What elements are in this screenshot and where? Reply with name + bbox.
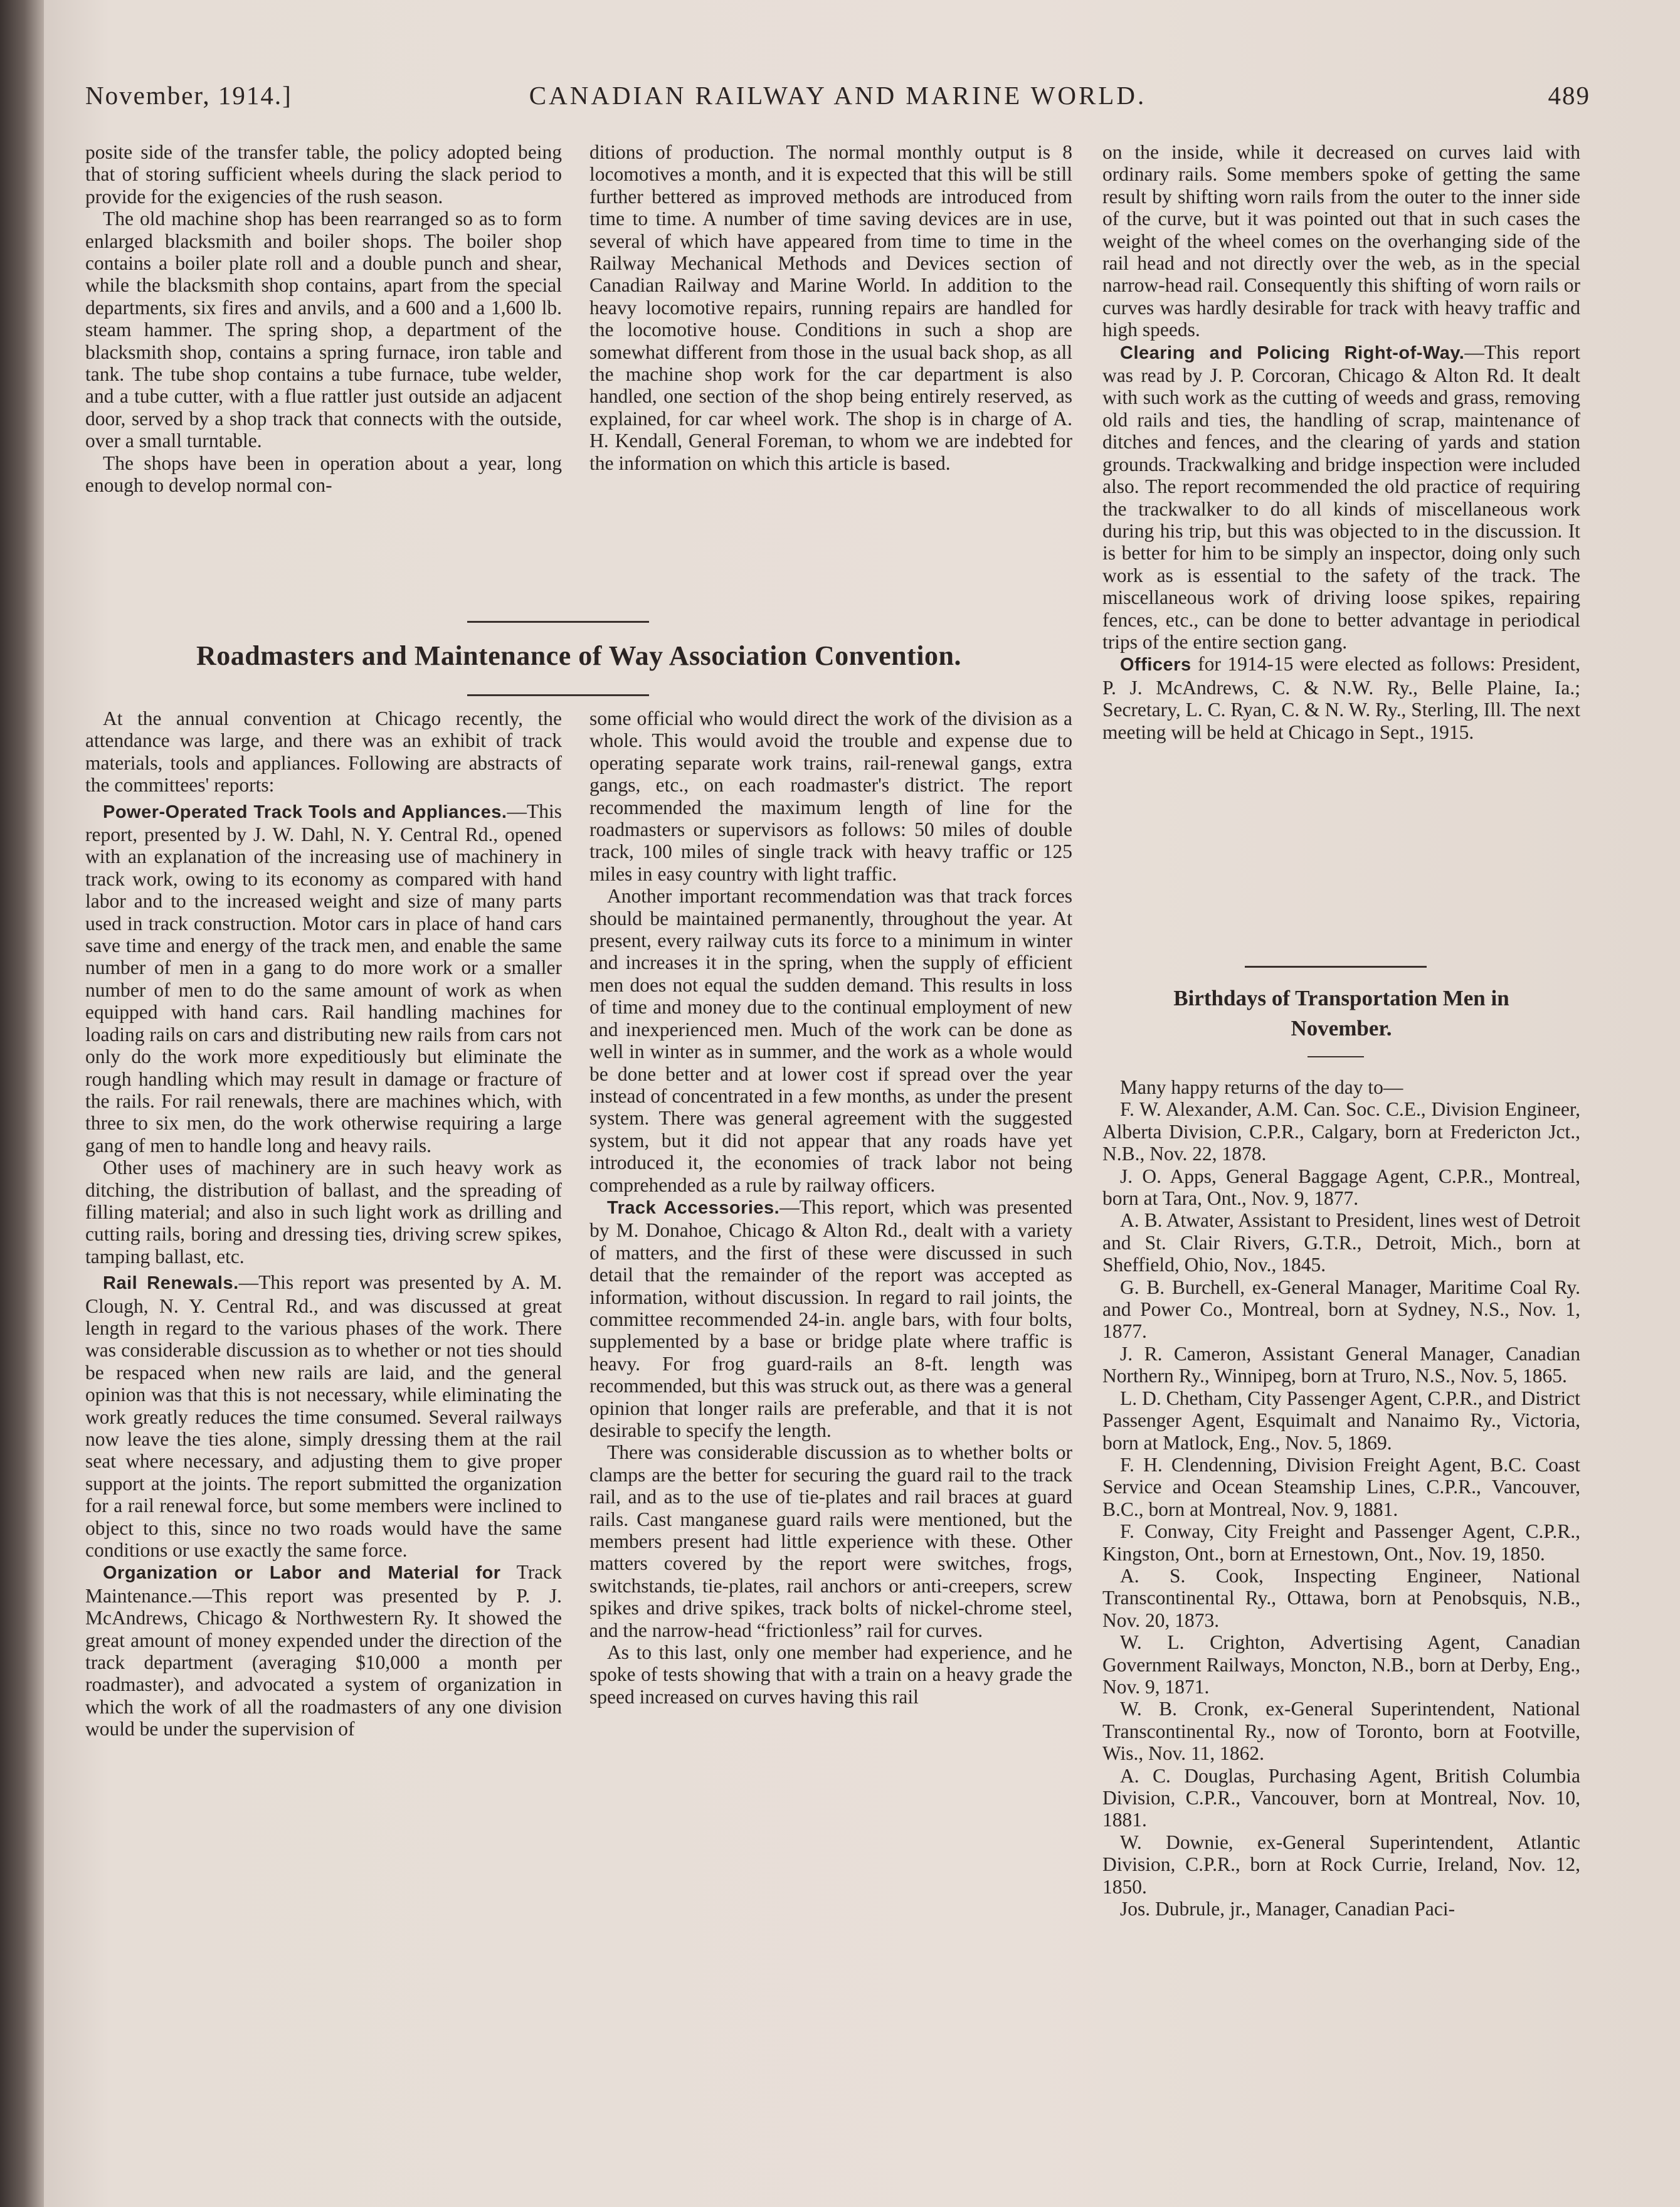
birthday-entry: G. B. Burchell, ex-General Manager, Maritime Coal Ry. and Power Co., Montreal, born at Sydney, N.S., Nov. 1, 1877. <box>1102 1276 1580 1343</box>
divider-rule <box>1308 1056 1364 1057</box>
running-header <box>85 80 1590 118</box>
paragraph: There was considerable discussion as to whether bolts or clamps are the better for securing the guard rail to the track rail, and as to the use of tie-plates and rail braces at guard rails. Cast manganese guard rails were mentioned, but the members present had little experience with these. Other matters covered by the report were switches, frogs, switchstands, tie-plates, rail anchors or anti-creepers, screw spikes and drive spikes, track bolts of nickel-chrome steel, and the narrow-head “frictionless” rail for curves. <box>589 1441 1072 1641</box>
birthday-entry: F. Conway, City Freight and Passenger Agent, C.P.R., Kingston, Ont., born at Ernestown, Ont., Nov. 19, 1850. <box>1102 1520 1580 1565</box>
subheading: Rail Renewals. <box>103 1273 239 1294</box>
divider-rule <box>467 694 649 696</box>
subheading: Officers <box>1120 655 1191 675</box>
paragraph: Another important recommendation was that track forces should be maintained permanently, throughout the year. At present, every railway cuts its force to a minimum in winter and increases it in the spring, when the supply of efficient men does not equal the sudden demand. This results in loss of time and money due to the continual employment of new and inexperienced men. Much of the work can be done as well in winter as in summer, and the work as a whole would be done better and at lower cost if spread over the year instead of concentrated in a few months, as under the present system. There was general agreement with the suggested system, but it did not appear that any roads have yet introduced it, the economies of track labor not being comprehended as a rule by railway officers. <box>589 885 1072 1196</box>
subheading: Organization or Labor and Material for <box>103 1563 501 1584</box>
birthday-entry: F. W. Alexander, A.M. Can. Soc. C.E., Division Engineer, Alberta Division, C.P.R., Calgary, born at Fredericton Jct., N.B., Nov. 22, 1878. <box>1102 1098 1580 1165</box>
shops-article-column-2 <box>589 141 1072 474</box>
divider-rule <box>1245 966 1427 968</box>
header-date: November, 1914.] <box>85 81 292 110</box>
convention-column-2 <box>589 707 1072 1708</box>
subheading: Track Accessories. <box>607 1197 780 1218</box>
paragraph: posite side of the transfer table, the policy adopted being that of storing sufficient wheels during the slack period to provide for the exigencies of the rush season. <box>85 141 562 208</box>
birthday-entry: A. C. Douglas, Purchasing Agent, British Columbia Division, C.P.R., Vancouver, born at Montreal, Nov. 10, 1881. <box>1102 1764 1580 1831</box>
paragraph: Power-Operated Track Tools and Appliances.—This report, presented by J. W. Dahl, N. Y. Central Rd., opened with an explanation of the increasing use of machinery in track work, owing to its economy as compared with hand labor and to the increased weight and size of many parts used in track construction. Motor cars in place of hand cars save time and energy of the track men, and enable the same number of men in a gang to do more work or a smaller number of men to do the same amount of work as when equipped with hand cars. Rail handling machines for loading rails on cars and distributing new rails from cars not only do the work more expeditiously but eliminate the rough handling which may result in damage or fracture of the rails. For rail renewals, there are machines which, with three to six men, do the work otherwise requiring a large gang of men to handle long and heavy rails. <box>85 800 562 1156</box>
subheading: Clearing and Policing Right-of-Way. <box>1120 342 1465 363</box>
convention-column-1 <box>85 707 562 1740</box>
paragraph: The shops have been in operation about a year, long enough to develop normal con- <box>85 452 562 497</box>
convention-title: Roadmasters and Maintenance of Way Association Convention. <box>196 640 961 671</box>
book-spine-shadow <box>0 0 44 2207</box>
birthday-entry: L. D. Chetham, City Passenger Agent, C.P.R., and District Passenger Agent, Esquimalt and Nanaimo Ry., Victoria, born at Matlock, Eng., Nov. 5, 1869. <box>1102 1387 1580 1454</box>
birthday-entry: A. S. Cook, Inspecting Engineer, National Transcontinental Ry., Ottawa, born at Penobsquis, N.B., Nov. 20, 1873. <box>1102 1564 1580 1631</box>
paragraph: on the inside, while it decreased on curves laid with ordinary rails. Some members spoke of getting the same result by shifting worn rails from the outer to the inner side of the curve, but it was pointed out that in such cases the weight of the wheel comes on the overhanging side of the rail head and not directly over the web, as in the special narrow-head rail. Consequently this shifting of worn rails or curves was hardly desirable for track with heavy traffic and high speeds. <box>1102 141 1580 341</box>
birthday-entry: F. H. Clendenning, Division Freight Agent, B.C. Coast Service and Ocean Steamship Lines, C.P.R., Vancouver, B.C., born at Montreal, Nov. 9, 1881. <box>1102 1453 1580 1520</box>
paragraph: Track Accessories.—This report, which was presented by M. Donahoe, Chicago & Alton Rd., dealt with a variety of matters, and the first of these were discussed in such detail that the remainder of the report was accepted as information, without discussion. In regard to rail joints, the committee recommended 24-in. angle bars, with four bolts, supplemented by a base or bridge plate where traffic is heavy. For frog guard-rails an 8-ft. length was recommended, but this was struck out, as there was a general opinion that longer rails are preferable, and that it is not desirable to specify the length. <box>589 1195 1072 1441</box>
shops-article-column-1 <box>85 141 562 497</box>
paragraph: As to this last, only one member had experience, and he spoke of tests showing that with a train on a heavy grade the speed increased on curves having this rail <box>589 1641 1072 1708</box>
birthday-entry: W. L. Crighton, Advertising Agent, Canadian Government Railways, Moncton, N.B., born at Derby, Eng., Nov. 9, 1871. <box>1102 1631 1580 1698</box>
paragraph: Many happy returns of the day to— <box>1120 1076 1403 1098</box>
birthdays-column <box>1102 1076 1580 1920</box>
paragraph: Other uses of machinery are in such heavy work as ditching, the distribution of ballast, and the spreading of filling material; and also in such light work as drilling and cutting rails, boring and dressing ties, driving screw spikes, tamping ballast, etc. <box>85 1156 562 1268</box>
birthday-entry: J. R. Cameron, Assistant General Manager, Canadian Northern Ry., Winnipeg, born at Truro, N.S., Nov. 5, 1865. <box>1102 1342 1580 1387</box>
birthday-entry: J. O. Apps, General Baggage Agent, C.P.R., Montreal, born at Tara, Ont., Nov. 9, 1877. <box>1102 1165 1580 1210</box>
paragraph: Organization or Labor and Material for Track Maintenance.—This report was presented by P. J. McAndrews, Chicago & Northwestern Ry. It showed the great amount of money expended under the direction of the track department (averaging $10,000 a month per roadmaster), and advocated a system of organization in which the work of all the roadmasters of any one division would be under the supervision of <box>85 1561 563 1740</box>
birthdays-title: Birthdays of Transportation Men in November. <box>1173 986 1509 1040</box>
paragraph: The old machine shop has been rearranged so as to form enlarged blacksmith and boiler shops. The boiler shop contains a boiler plate roll and a double punch and shear, while the blacksmith shop contains, apart from the special departments, six fires and anvils, and a 600 and a 1,600 lb. steam hammer. The spring shop, a department of the blacksmith shop, contains a spring furnace, iron table and tank. The tube shop contains a tube furnace, tube welder, and a tube cutter, with a flue rattler just outside an adjacent door, served by a shop track that connects with the outside, over a small turntable. <box>85 208 562 452</box>
divider-rule <box>467 621 649 623</box>
birthday-entry: Jos. Dubrule, jr., Manager, Canadian Paci- <box>1120 1898 1455 1920</box>
birthday-entry: A. B. Atwater, Assistant to President, lines west of Detroit and St. Clair Rivers, G.T.R., Detroit, Mich., born at Sheffield, Ohio, Nov., 1845. <box>1102 1209 1580 1276</box>
header-journal-title: CANADIAN RAILWAY AND MARINE WORLD. <box>529 81 1147 110</box>
paragraph: Rail Renewals.—This report was presented by A. M. Clough, N. Y. Central Rd., and was discussed at great length in regard to the various phases of the work. There was considerable discussion as to whether or not ties should be respaced when new rails are laid, and the general opinion was that this is not necessary, while eliminating the work greatly reduces the time consumed. Several railways now leave the ties alone, simply dressing them at the rail seat where necessary, and adjusting them to give proper support at the joints. The report submitted the organization for a rail renewal force, but some members were inclined to object to this, since no two roads would have the same conditions or use exactly the same force. <box>85 1271 562 1562</box>
subheading: Power-Operated Track Tools and Appliances. <box>103 802 507 822</box>
paragraph: ditions of production. The normal monthly output is 8 locomotives a month, and it is expected that this will be still further bettered as improved methods are introduced from time to time. A number of time saving devices are in use, several of which have appeared from time to time in the Railway Mechanical Methods and Devices section of Canadian Railway and Marine World. In addition to the heavy locomotive repairs, running repairs are handled for the locomotive house. Conditions in such a shop are somewhat different from those in the usual back shop, as all the machine shop work for the car department is also handled, one section of the shop being entirely reserved, as explained, for car wheel work. The shop is in charge of A. H. Kendall, General Foreman, to whom we are indebted for the information on which this article is based. <box>589 141 1072 474</box>
paragraph: At the annual convention at Chicago recently, the attendance was large, and there was an exhibit of track materials, tools and appliances. Following are abstracts of the committees' reports: <box>85 707 562 797</box>
birthday-entry: W. B. Cronk, ex-General Superintendent, National Transcontinental Ry., now of Toronto, born at Footville, Wis., Nov. 11, 1862. <box>1102 1698 1580 1765</box>
header-page-number: 489 <box>1548 81 1590 110</box>
paragraph: Officers for 1914-15 were elected as follows: President, P. J. McAndrews, C. & N.W. Ry., Belle Plaine, Ia.; Secretary, L. C. Ryan, C. & N. W. Ry., Sterling, Ill. The next meeting will be held at Chicago in Sept., 1915. <box>1102 653 1580 743</box>
paragraph: some official who would direct the work of the division as a whole. This would avoid the trouble and expense due to operating separate work trains, rail-renewal gangs, extra gangs, etc., on each roadmaster's district. The report recommended the maximum length of line for the roadmasters or supervisors as follows: 50 miles of double track, 100 miles of single track with heavy traffic or 125 miles in easy country with light traffic. <box>589 707 1072 885</box>
paragraph: Clearing and Policing Right-of-Way.—This report was read by J. P. Corcoran, Chicago & Alton Rd. It dealt with such work as the cutting of weeds and grass, removing old rails and ties, the handling of scrap, maintenance of ditches and fences, and the clearing of yards and station grounds. Trackwalking and bridge inspection were included also. The report recommended the old practice of requiring the trackwalker to do all kinds of miscellaneous work during his trip, but this was objected to in the discussion. It is better for him to be simply an inspector, doing only such work as is essential to the safety of the track. The miscellaneous work of driving loose spikes, repairing fences, etc., can be done to better advantage in periodical trips of the entire section gang. <box>1102 341 1580 653</box>
birthday-entry: W. Downie, ex-General Superintendent, Atlantic Division, C.P.R., born at Rock Currie, Ireland, Nov. 12, 1850. <box>1102 1831 1580 1898</box>
convention-column-3 <box>1102 141 1580 743</box>
